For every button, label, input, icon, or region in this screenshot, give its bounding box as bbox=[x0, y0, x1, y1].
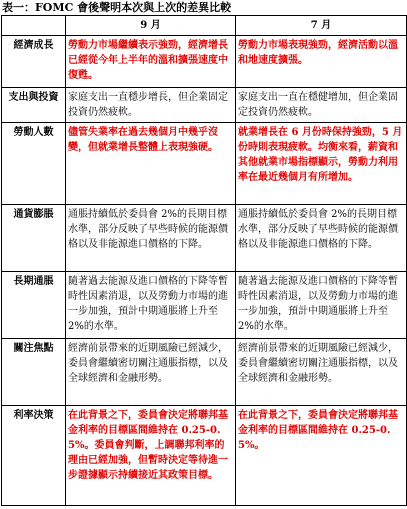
table-row bbox=[2, 271, 407, 339]
july-cell: 經濟前景帶來的近期風險已經減少，委員會繼續密切關注通脹指標，以及全球經濟和金融形勢。 bbox=[236, 339, 407, 405]
row-label: 通貨膨脹 bbox=[2, 205, 66, 271]
row-label: 經濟成長 bbox=[2, 36, 66, 87]
row-label: 支出與投資 bbox=[2, 87, 66, 123]
september-cell: 家庭支出一直穩步增長，但企業固定投資仍然疲軟。 bbox=[66, 87, 236, 123]
july-cell: 就業增長在 6 月份時保持強勁，5 月份時則表現疲軟。均衡來看，薪資和其他就業市場指標顯示，勞動力利用率在最近幾個月有所增加。 bbox=[236, 123, 407, 205]
table-row bbox=[2, 205, 407, 271]
header-july: 7 月 bbox=[236, 16, 407, 36]
september-cell: 在此背景之下，委員會決定將聯邦基金利率的目標區間維持在 0.25-0.5%。委員會判斷，上調聯邦利率的理由已經加強，但暫時決定等待進一步證據顯示持續接近其政策目標。 bbox=[66, 405, 236, 505]
table-row bbox=[2, 339, 407, 405]
september-cell: 隨著過去能源及進口價格的下降等暫時性因素消退，以及勞動力市場的進一步加強，預計中期通脹將上升至 2%的水準。 bbox=[66, 271, 236, 339]
september-cell: 經濟前景帶來的近期風險已經減少，委員會繼續密切關注通脹指標，以及全球經濟和金融形勢。 bbox=[66, 339, 236, 405]
row-label: 勞動人數 bbox=[2, 123, 66, 205]
september-cell: 儘管失業率在過去幾個月中幾乎沒變，但就業增長整體上表現強硬。 bbox=[66, 123, 236, 205]
september-cell: 勞動力市場繼續表示強勁，經濟增長已經從今年上半年的溫和擴張速度中復甦。 bbox=[66, 36, 236, 87]
header-blank bbox=[2, 16, 66, 36]
july-cell: 通脹持續低於委員會 2%的長期目標水準，部分反映了早些時候的能源價格以及非能源進口價格的下降。 bbox=[236, 205, 407, 271]
table-row bbox=[2, 87, 407, 123]
table-row bbox=[2, 36, 407, 87]
row-label: 長期通脹 bbox=[2, 271, 66, 339]
july-cell: 勞動力市場表現強勁，經濟活動以溫和地速度擴張。 bbox=[236, 36, 407, 87]
row-label: 利率決策 bbox=[2, 405, 66, 505]
table-row bbox=[2, 123, 407, 205]
table-row bbox=[2, 405, 407, 505]
july-cell: 隨著過去能源及進口價格的下降等暫時性因素消退，以及勞動力市場的進一步加強，預計中期通脹將上升至 2%的水準。 bbox=[236, 271, 407, 339]
september-cell: 通脹持續低於委員會 2%的長期目標水準，部分反映了早些時候的能源價格以及非能源進口價格的下降。 bbox=[66, 205, 236, 271]
july-cell: 在此背景之下，委員會決定將聯邦基金利率的目標區間維持在 0.25-0.5%。 bbox=[236, 405, 407, 505]
header-row bbox=[2, 16, 407, 36]
july-cell: 家庭支出一直在穩健增加，但企業固定投資仍然疲軟。 bbox=[236, 87, 407, 123]
table-title: 表一：FOMC 會後聲明本次與上次的差異比較 bbox=[2, 1, 232, 14]
row-label: 關注焦點 bbox=[2, 339, 66, 405]
fomc-comparison-table bbox=[1, 15, 407, 506]
header-september: 9 月 bbox=[66, 16, 236, 36]
